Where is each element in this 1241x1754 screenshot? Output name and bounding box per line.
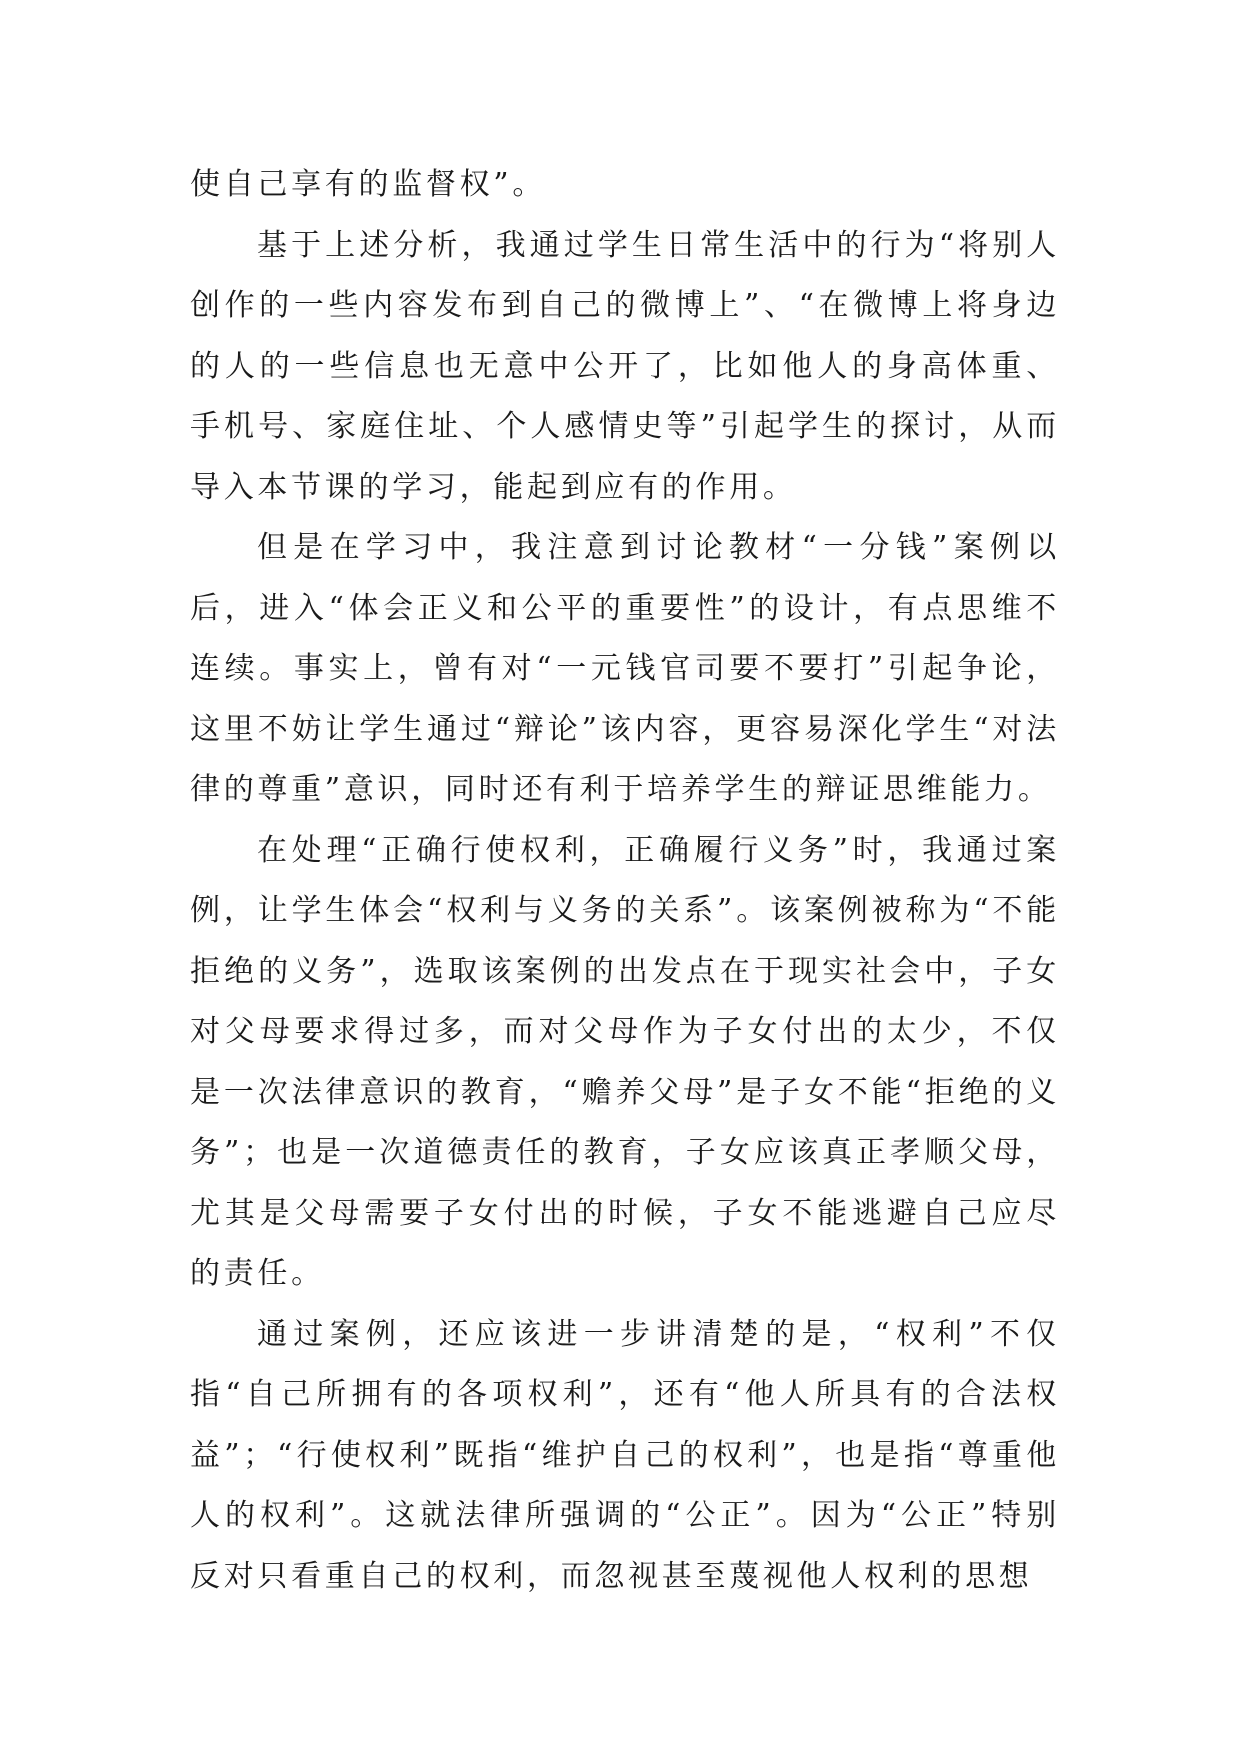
paragraph-5: 通过案例，还应该进一步讲清楚的是，“权利”不仅指“自己所拥有的各项权利”，还有“他人所具有的合法权益”；“行使权利”既指“维护自己的权利”，也是指“尊重他人的权利”。这就法律所强调的“公正”。因为“公正”特别反对只看重自己的权利，而忽视甚至蔑视他人权利的思想 [190, 1316, 1060, 1594]
document-body [190, 155, 1060, 1607]
paragraph-1: 使自己享有的监督权”。 [190, 167, 547, 202]
paragraph-4: 在处理“正确行使权利，正确履行义务”时，我通过案例，让学生体会“权利与义务的关系”。该案例被称为“不能拒绝的义务”，选取该案例的出发点在于现实社会中，子女对父母要求得过多，而对父母作为子女付出的太少，不仅是一次法律意识的教育，“赡养父母”是子女不能“拒绝的义务”；也是一次道德责任的教育，子女应该真正孝顺父母，尤其是父母需要子女付出的时候，子女不能逃避自己应尽的责任。 [190, 832, 1060, 1291]
paragraph-2: 基于上述分析，我通过学生日常生活中的行为“将别人创作的一些内容发布到自己的微博上”、“在微博上将身边的人的一些信息也无意中公开了，比如他人的身高体重、手机号、家庭住址、个人感情史等”引起学生的探讨，从而导入本节课的学习，能起到应有的作用。 [190, 227, 1060, 505]
paragraph-3: 但是在学习中，我注意到讨论教材“一分钱”案例以后，进入“体会正义和公平的重要性”的设计，有点思维不连续。事实上，曾有对“一元钱官司要不要打”引起争论，这里不妨让学生通过“辩论”该内容，更容易深化学生“对法律的尊重”意识，同时还有利于培养学生的辩证思维能力。 [190, 530, 1060, 807]
